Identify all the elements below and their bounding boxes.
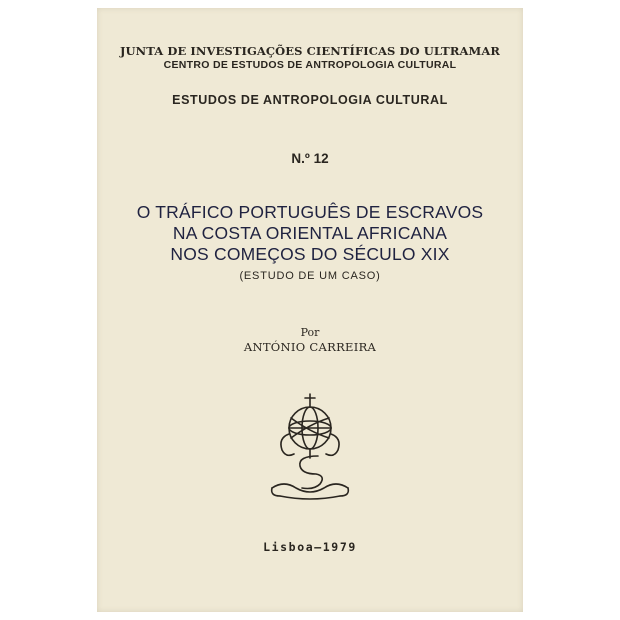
volume-number: N.º 12	[291, 151, 329, 166]
title-line-2: NA COSTA ORIENTAL AFRICANA	[172, 223, 448, 243]
subtitle: (ESTUDO DE UM CASO)	[239, 270, 381, 282]
by-label: Por	[300, 326, 320, 339]
author-name: ANTÓNIO CARREIRA	[243, 340, 377, 354]
title-line-1: O TRÁFICO PORTUGUÊS DE ESCRAVOS	[136, 202, 484, 222]
institution-line-2: CENTRO DE ESTUDOS DE ANTROPOLOGIA CULTURAL	[163, 59, 457, 71]
institution-line-1: JUNTA DE INVESTIGAÇÕES CIENTÍFICAS DO ULTRAMAR	[119, 44, 501, 58]
armillary-sphere-emblem-icon	[260, 392, 360, 504]
series-title: ESTUDOS DE ANTROPOLOGIA CULTURAL	[172, 93, 448, 107]
imprint-place-year: Lisboa—1979	[263, 540, 357, 554]
title-line-3: NOS COMEÇOS DO SÉCULO XIX	[170, 244, 450, 264]
book-cover	[97, 8, 523, 612]
